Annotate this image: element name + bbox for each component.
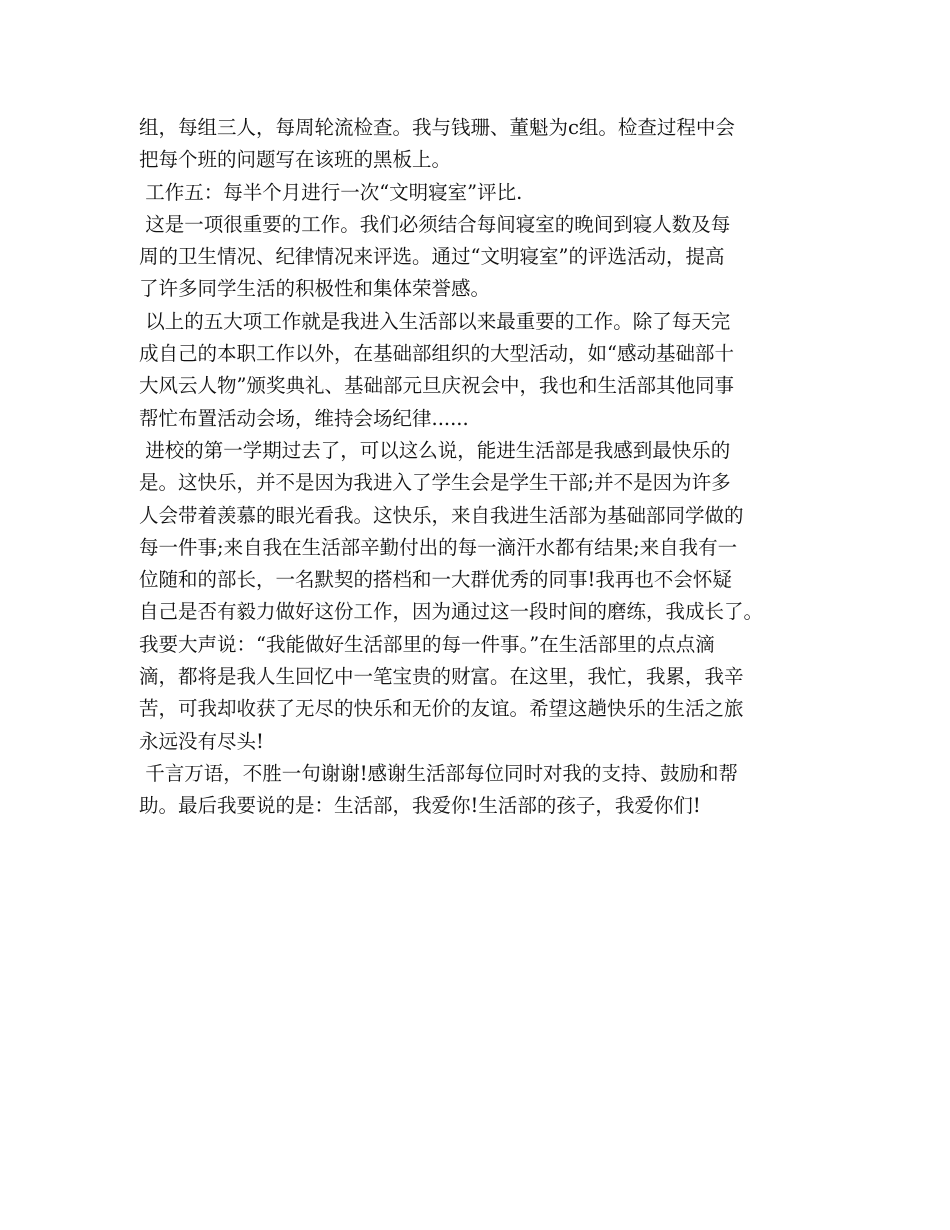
text-line: 成自己的本职工作以外，在基础部组织的大型活动，如“感动基础部十 (139, 342, 734, 366)
text-line: 位随和的部长，一名默契的搭档和一大群优秀的同事!我再也不会怀疑 (139, 568, 732, 592)
text-line: 大风云人物”颁奖典礼、基础部元旦庆祝会中，我也和生活部其他同事 (139, 374, 734, 398)
text-line: 每一件事;来自我在生活部辛勤付出的每一滴汗水都有结果;来自我有一 (139, 535, 738, 559)
text-line: 周的卫生情况、纪律情况来评选。通过“文明寝室”的评选活动，提高 (139, 245, 725, 269)
text-line: 自己是否有毅力做好这份工作，因为通过这一段时间的磨练，我成长了。 (139, 600, 764, 624)
text-line: 帮忙布置活动会场，维持会场纪律...... (139, 406, 469, 430)
text-line: 是。这快乐，并不是因为我进入了学生会是学生干部;并不是因为许多 (139, 471, 731, 495)
text-line: 千言万语，不胜一句谢谢!感谢生活部每位同时对我的支持、鼓励和帮 (139, 761, 739, 785)
text-line: 进校的第一学期过去了，可以这么说，能进生活部是我感到最快乐的 (139, 438, 731, 462)
document-body (139, 112, 829, 823)
text-line: 助。最后我要说的是：生活部，我爱你!生活部的孩子，我爱你们! (139, 794, 701, 818)
text-line: 了许多同学生活的积极性和集体荣誉感。 (139, 277, 491, 301)
text-line: 我要大声说：“我能做好生活部里的每一件事。”在生活部里的点点滴 (139, 632, 715, 656)
text-line: 这是一项很重要的工作。我们必须结合每间寝室的晚间到寝人数及每 (139, 212, 731, 236)
text-line: 人会带着羡慕的眼光看我。这快乐，来自我进生活部为基础部同学做的 (139, 503, 744, 527)
text-line: 以上的五大项工作就是我进入生活部以来最重要的工作。除了每天完 (139, 309, 731, 333)
text-line: 把每个班的问题写在该班的黑板上。 (139, 148, 452, 172)
text-line: 永远没有尽头! (139, 729, 264, 753)
section-heading: 工作五：每半个月进行一次“文明寝室”评比. (139, 180, 523, 204)
text-line: 组，每组三人，每周轮流检查。我与钱珊、董魁为c组。检查过程中会 (139, 116, 735, 139)
text-line: 苦，可我却收获了无尽的快乐和无价的友谊。希望这趟快乐的生活之旅 (139, 697, 744, 721)
text-line: 滴，都将是我人生回忆中一笔宝贵的财富。在这里，我忙，我累，我辛 (139, 665, 744, 689)
